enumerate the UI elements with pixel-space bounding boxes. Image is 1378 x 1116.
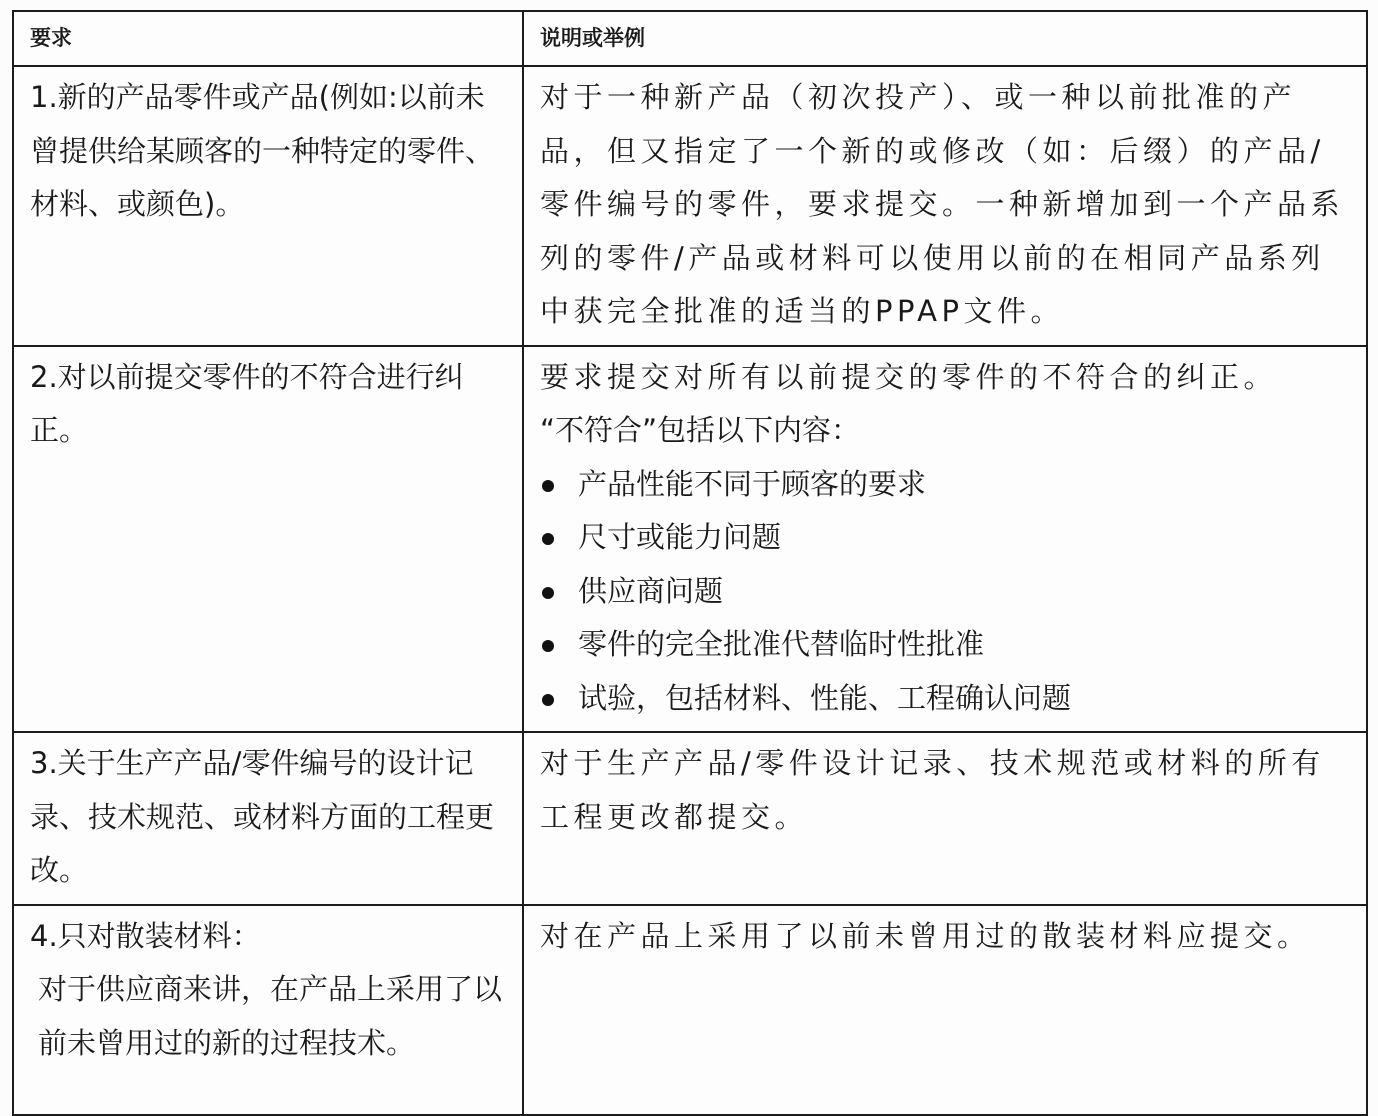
table-row — [13, 346, 1367, 733]
table-row — [13, 905, 1367, 1115]
list-item: 供应商问题 — [540, 565, 1352, 619]
explanation-cell: 对于一种新产品（初次投产）、或一种以前批准的产品，但又指定了一个新的或修改（如：后缀）的产品/零件编号的零件，要求提交。一种新增加到一个产品系列的零件/产品或材料可以使用以前的在相同产品系列中获完全批准的适当的PPAP文件。 — [540, 80, 1345, 328]
requirement-cell: 2.对以前提交零件的不符合进行纠正。 — [30, 359, 464, 447]
list-item: 试验，包括材料、性能、工程确认问题 — [540, 672, 1352, 726]
header-requirement: 要求 — [13, 11, 523, 66]
explanation-cell: 对于生产产品/零件设计记录、技术规范或材料的所有工程更改都提交。 — [540, 746, 1325, 834]
list-item: 产品性能不同于顾客的要求 — [540, 458, 1352, 512]
list-item: 尺寸或能力问题 — [540, 511, 1352, 565]
requirements-table — [12, 10, 1368, 1116]
table-row — [13, 66, 1367, 346]
explanation-cell: 要求提交对所有以前提交的零件的不符合的纠正。 — [540, 359, 1278, 394]
requirement-cell: 3.关于生产产品/零件编号的设计记录、技术规范、或材料方面的工程更改。 — [30, 746, 495, 887]
list-item: 零件的完全批准代替临时性批准 — [540, 618, 1352, 672]
header-explanation: 说明或举例 — [523, 11, 1367, 66]
explanation-intro: “不符合”包括以下内容： — [540, 413, 861, 447]
table-header-row — [13, 11, 1367, 66]
requirement-detail: 对于供应商来讲，在产品上采用了以前未曾用过的新的过程技术。 — [38, 972, 503, 1060]
requirement-cell: 1.新的产品零件或产品(例如:以前未曾提供给某顾客的一种特定的零件、材料、或颜色)。 — [30, 80, 495, 221]
nonconformance-list — [540, 458, 1352, 726]
requirement-cell: 4.只对散装材料： — [30, 918, 261, 953]
explanation-cell: 对在产品上采用了以前未曾用过的散装材料应提交。 — [540, 918, 1311, 953]
table-row — [13, 732, 1367, 905]
